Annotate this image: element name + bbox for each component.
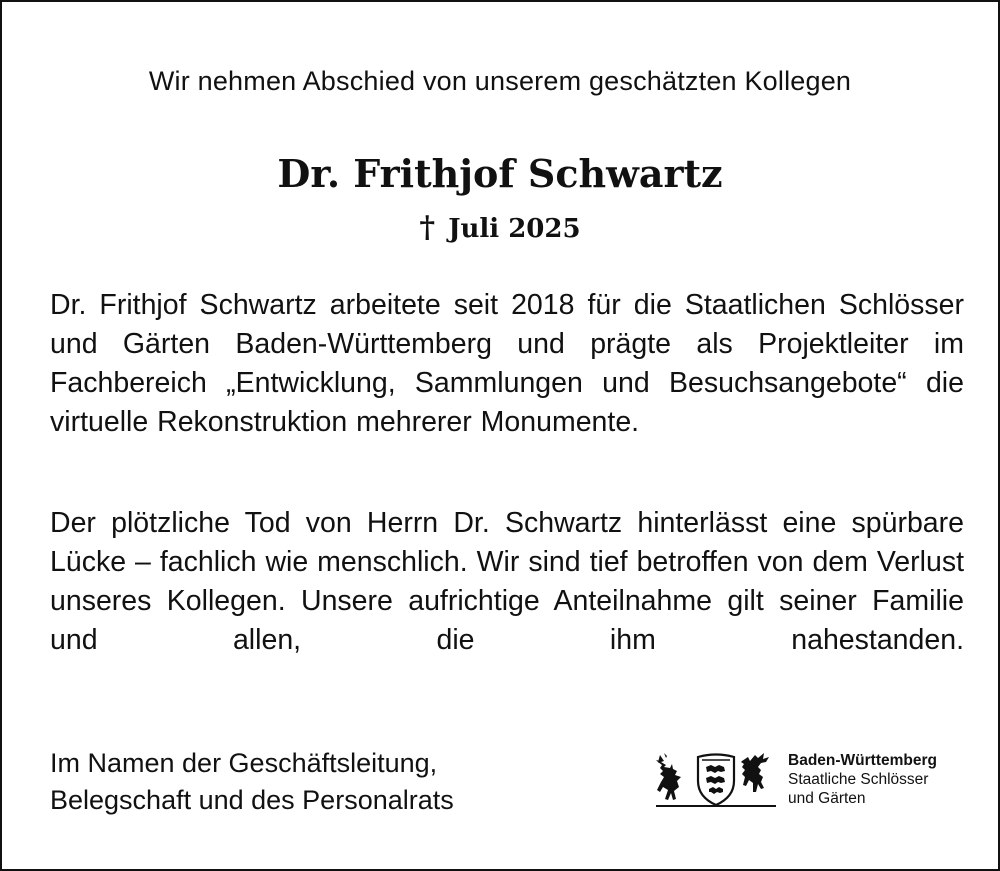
intro-text: Wir nehmen Abschied von unserem geschätzten Kollegen bbox=[148, 66, 852, 96]
logo-line-3: und Gärten bbox=[788, 790, 866, 807]
baden-wuerttemberg-coat-of-arms-icon bbox=[654, 751, 778, 809]
signature-line-2: Belegschaft und des Personalrats bbox=[50, 785, 454, 815]
logo-line-2: Staatliche Schlösser bbox=[788, 771, 929, 788]
condolence-paragraph: Der plötzliche Tod von Herrn Dr. Schwartz hinterlässt eine spürbare Lücke – fachlich wie menschlich. Wir sind tief betroffen von dem Verlust unseres Kollegen. Unsere aufrichtige Anteilnahme gilt seiner Familie und allen, die ihm nahestanden. bbox=[50, 507, 964, 656]
logo-wordmark bbox=[788, 751, 937, 808]
deceased-name: Dr. Frithjof Schwartz bbox=[277, 151, 723, 196]
logo-line-1: Baden-Württemberg bbox=[788, 752, 937, 769]
organization-logo bbox=[654, 751, 974, 811]
death-date: Juli 2025 bbox=[448, 214, 581, 244]
death-date-line bbox=[2, 208, 998, 249]
signature-block bbox=[50, 745, 454, 819]
biography-paragraph: Dr. Frithjof Schwartz arbeitete seit 2018 für die Staatlichen Schlösser und Gärten Baden-Württemberg und prägte als Projektleiter im Fachbereich „Entwicklung, Sammlungen und Besuchsangebote“ die virtuelle Rekonstruktion mehrerer Monumente. bbox=[50, 289, 964, 438]
cross-icon: † bbox=[419, 210, 436, 245]
signature-line-1: Im Namen der Geschäftsleitung, bbox=[50, 748, 438, 778]
